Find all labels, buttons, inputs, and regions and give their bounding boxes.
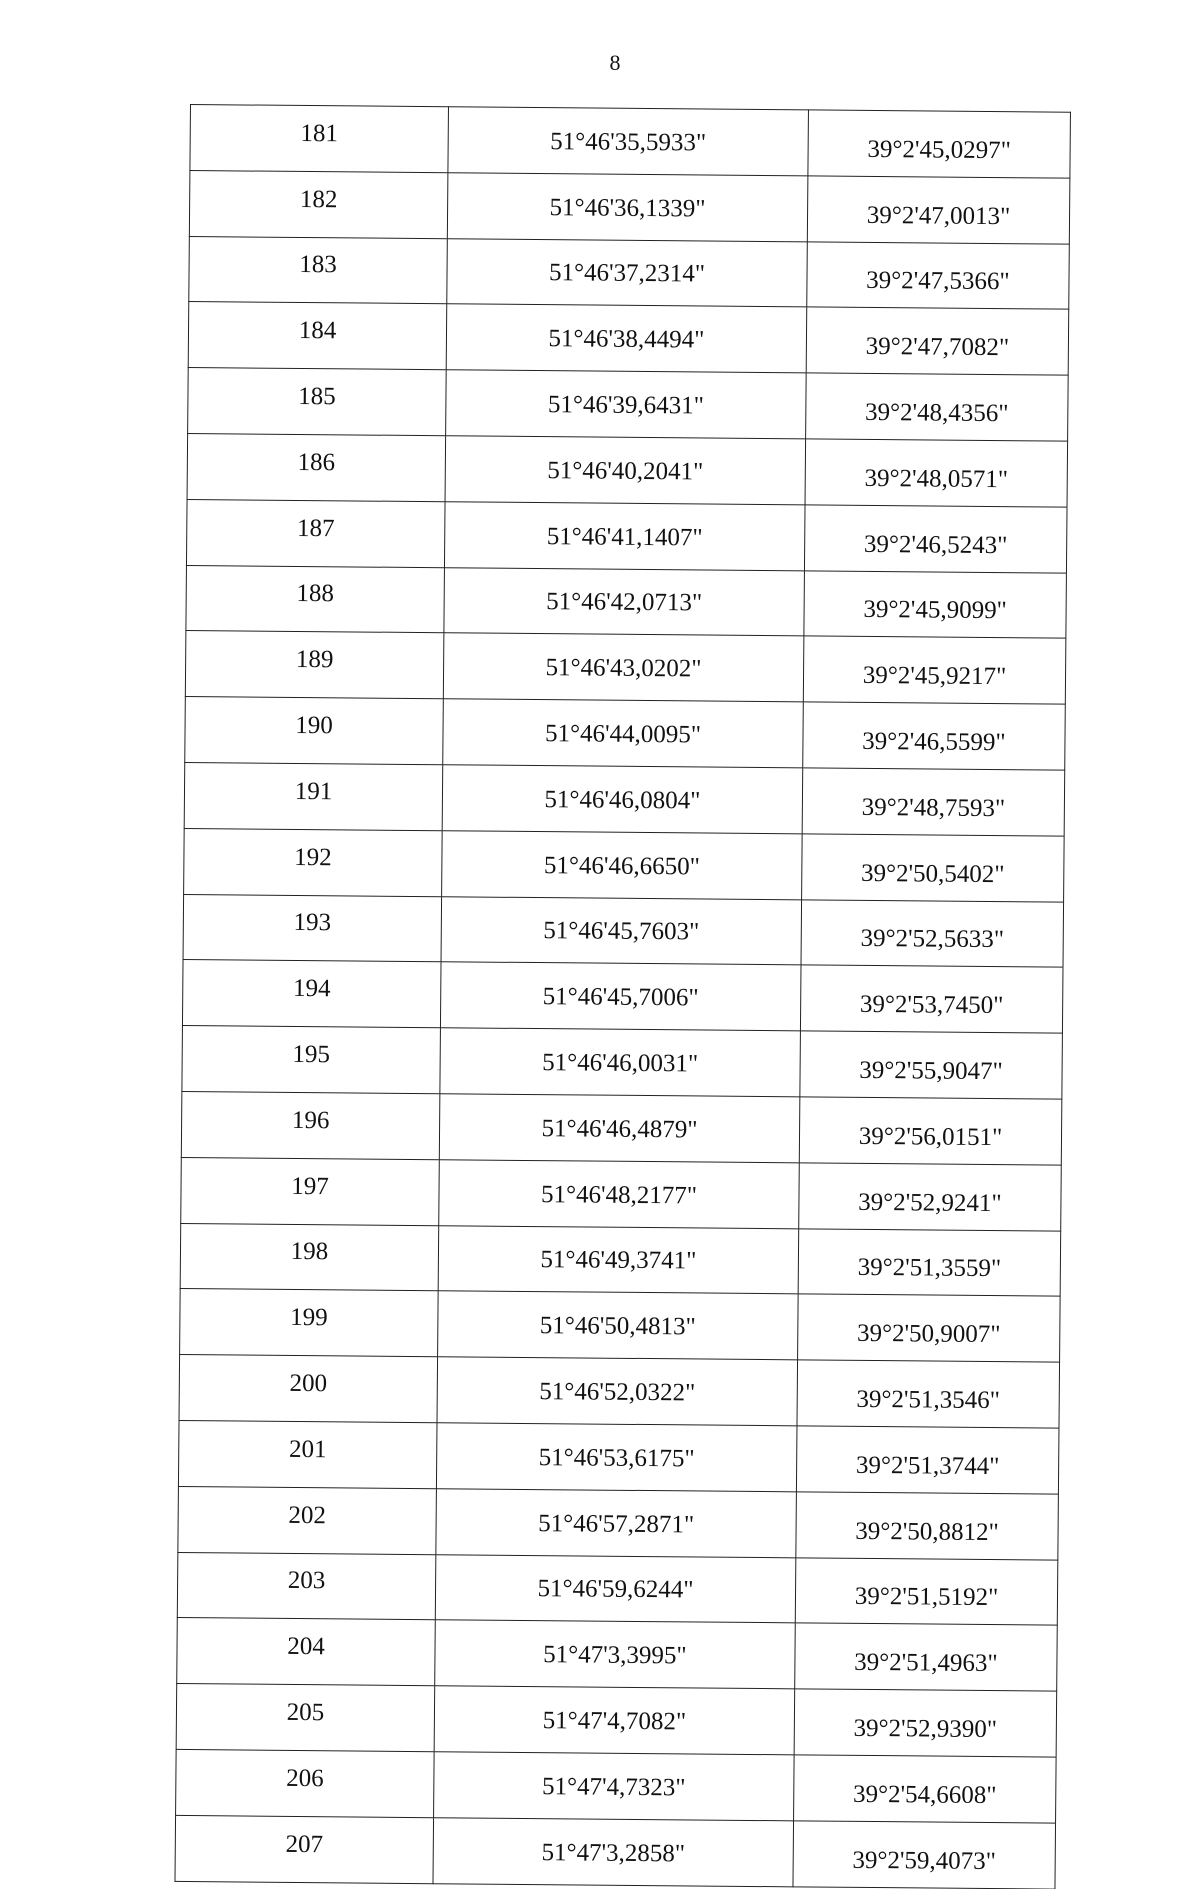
longitude-cell: 39°2'47,5366" xyxy=(807,241,1070,309)
latitude-cell: 51°46'42,0713" xyxy=(444,567,805,636)
latitude-cell: 51°47'3,2858" xyxy=(433,1817,794,1886)
point-number-cell: 186 xyxy=(187,433,446,501)
latitude-cell: 51°46'53,6175" xyxy=(436,1423,797,1492)
coordinates-table-body xyxy=(175,105,1070,1889)
table-row xyxy=(186,499,1067,572)
table-row xyxy=(182,960,1063,1033)
point-number-cell: 205 xyxy=(176,1684,435,1752)
latitude-cell: 51°46'48,2177" xyxy=(439,1159,800,1228)
point-number-cell: 196 xyxy=(181,1091,440,1159)
table-row xyxy=(188,368,1069,441)
point-number-cell: 204 xyxy=(177,1618,436,1686)
table-row xyxy=(185,631,1066,704)
table-row xyxy=(176,1684,1057,1757)
table-row xyxy=(175,1815,1056,1888)
latitude-cell: 51°46'46,0804" xyxy=(442,765,803,834)
latitude-cell: 51°46'36,1339" xyxy=(447,173,808,242)
point-number-cell: 206 xyxy=(176,1749,435,1817)
longitude-cell: 39°2'50,8812" xyxy=(796,1492,1059,1560)
longitude-cell: 39°2'52,9390" xyxy=(794,1689,1057,1757)
point-number-cell: 190 xyxy=(185,697,444,765)
point-number-cell: 189 xyxy=(185,631,444,699)
point-number-cell: 191 xyxy=(184,762,443,830)
table-row xyxy=(190,105,1071,178)
latitude-cell: 51°46'45,7006" xyxy=(440,962,801,1031)
latitude-cell: 51°46'35,5933" xyxy=(448,107,809,176)
longitude-cell: 39°2'55,9047" xyxy=(800,1031,1063,1099)
table-row xyxy=(178,1486,1059,1559)
longitude-cell: 39°2'50,5402" xyxy=(802,834,1065,902)
point-number-cell: 207 xyxy=(175,1815,434,1883)
longitude-cell: 39°2'45,9099" xyxy=(804,570,1067,638)
latitude-cell: 51°46'41,1407" xyxy=(444,502,805,571)
point-number-cell: 200 xyxy=(179,1355,438,1423)
latitude-cell: 51°46'46,0031" xyxy=(440,1028,801,1097)
coordinates-table xyxy=(174,104,1070,1889)
latitude-cell: 51°47'4,7082" xyxy=(434,1686,795,1755)
table-row xyxy=(180,1223,1061,1296)
table-row xyxy=(185,697,1066,770)
table-row xyxy=(183,894,1064,967)
point-number-cell: 184 xyxy=(188,302,447,370)
longitude-cell: 39°2'46,5243" xyxy=(804,505,1067,573)
latitude-cell: 51°46'37,2314" xyxy=(447,238,808,307)
longitude-cell: 39°2'59,4073" xyxy=(793,1821,1056,1889)
longitude-cell: 39°2'56,0151" xyxy=(799,1097,1062,1165)
point-number-cell: 199 xyxy=(180,1289,439,1357)
table-row xyxy=(184,762,1065,835)
longitude-cell: 39°2'45,9217" xyxy=(803,636,1066,704)
latitude-cell: 51°46'46,4879" xyxy=(439,1094,800,1163)
longitude-cell: 39°2'51,3744" xyxy=(796,1426,1059,1494)
longitude-cell: 39°2'51,5192" xyxy=(795,1557,1058,1625)
latitude-cell: 51°46'43,0202" xyxy=(443,633,804,702)
longitude-cell: 39°2'51,3559" xyxy=(798,1228,1061,1296)
table-row xyxy=(186,565,1067,638)
table-row xyxy=(180,1289,1061,1362)
latitude-cell: 51°47'4,7323" xyxy=(434,1752,795,1821)
latitude-cell: 51°46'49,3741" xyxy=(438,1225,799,1294)
point-number-cell: 181 xyxy=(190,105,449,173)
point-number-cell: 195 xyxy=(182,1026,441,1094)
point-number-cell: 183 xyxy=(189,236,448,304)
point-number-cell: 185 xyxy=(188,368,447,436)
latitude-cell: 51°46'52,0322" xyxy=(437,1357,798,1426)
longitude-cell: 39°2'51,4963" xyxy=(795,1623,1058,1691)
table-row xyxy=(177,1618,1058,1691)
table-row xyxy=(189,236,1070,309)
longitude-cell: 39°2'46,5599" xyxy=(803,702,1066,770)
longitude-cell: 39°2'51,3546" xyxy=(797,1360,1060,1428)
latitude-cell: 51°46'59,6244" xyxy=(435,1554,796,1623)
longitude-cell: 39°2'48,7593" xyxy=(802,768,1065,836)
table-row xyxy=(189,170,1070,243)
table-row xyxy=(182,1026,1063,1099)
longitude-cell: 39°2'45,0297" xyxy=(808,110,1071,178)
latitude-cell: 51°46'46,6650" xyxy=(442,830,803,899)
point-number-cell: 187 xyxy=(186,499,445,567)
longitude-cell: 39°2'52,5633" xyxy=(801,899,1064,967)
table-row xyxy=(176,1749,1057,1822)
longitude-cell: 39°2'53,7450" xyxy=(800,965,1063,1033)
longitude-cell: 39°2'50,9007" xyxy=(798,1294,1061,1362)
table-row xyxy=(179,1355,1060,1428)
point-number-cell: 192 xyxy=(184,828,443,896)
table-row xyxy=(181,1091,1062,1164)
table-row xyxy=(178,1420,1059,1493)
latitude-cell: 51°46'39,6431" xyxy=(446,370,807,439)
longitude-cell: 39°2'54,6608" xyxy=(794,1755,1057,1823)
longitude-cell: 39°2'47,7082" xyxy=(806,307,1069,375)
point-number-cell: 194 xyxy=(182,960,441,1028)
longitude-cell: 39°2'52,9241" xyxy=(799,1163,1062,1231)
table-row xyxy=(177,1552,1058,1625)
latitude-cell: 51°46'57,2871" xyxy=(436,1488,797,1557)
longitude-cell: 39°2'48,0571" xyxy=(805,439,1068,507)
table-row xyxy=(181,1157,1062,1230)
table-row xyxy=(188,302,1069,375)
point-number-cell: 203 xyxy=(177,1552,436,1620)
latitude-cell: 51°46'44,0095" xyxy=(443,699,804,768)
latitude-cell: 51°47'3,3995" xyxy=(435,1620,796,1689)
table-row xyxy=(187,433,1068,506)
table-row xyxy=(184,828,1065,901)
point-number-cell: 198 xyxy=(180,1223,439,1291)
page-number: 8 xyxy=(609,50,621,75)
point-number-cell: 188 xyxy=(186,565,445,633)
latitude-cell: 51°46'50,4813" xyxy=(438,1291,799,1360)
point-number-cell: 193 xyxy=(183,894,442,962)
latitude-cell: 51°46'40,2041" xyxy=(445,436,806,505)
longitude-cell: 39°2'47,0013" xyxy=(807,176,1070,244)
latitude-cell: 51°46'38,4494" xyxy=(446,304,807,373)
point-number-cell: 202 xyxy=(178,1486,437,1554)
point-number-cell: 182 xyxy=(189,170,448,238)
latitude-cell: 51°46'45,7603" xyxy=(441,896,802,965)
longitude-cell: 39°2'48,4356" xyxy=(806,373,1069,441)
point-number-cell: 197 xyxy=(181,1157,440,1225)
point-number-cell: 201 xyxy=(178,1420,437,1488)
